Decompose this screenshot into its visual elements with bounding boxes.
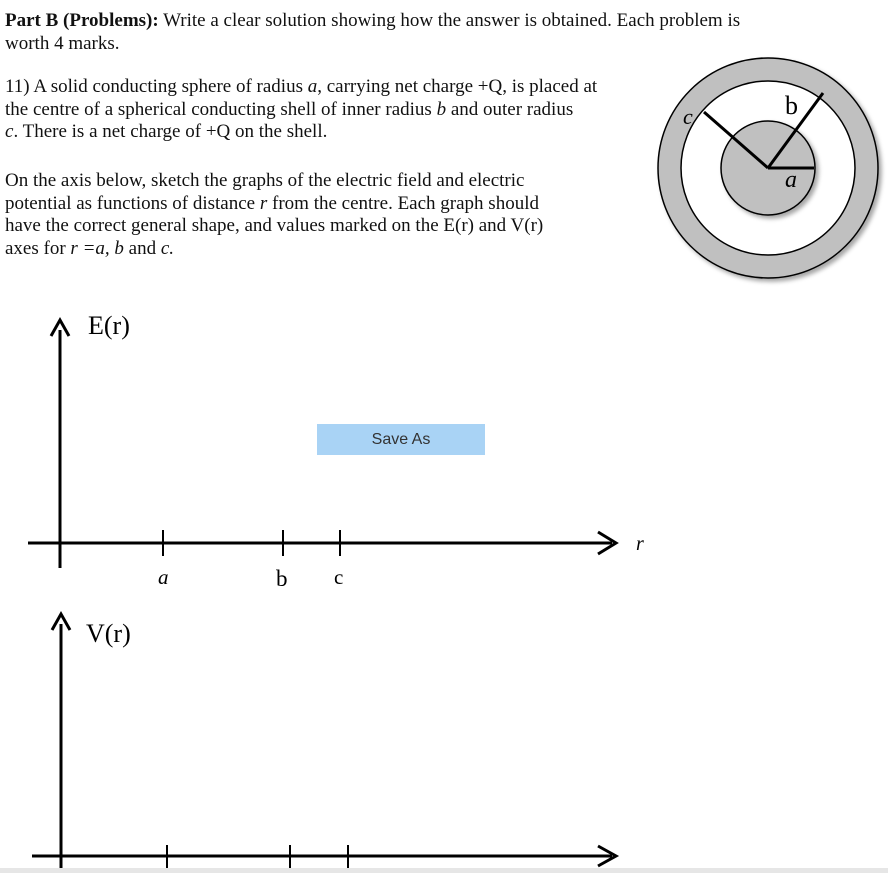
instr-text: from the centre. Each graph should <box>267 192 539 214</box>
var-c: c. <box>160 237 175 259</box>
bottom-scroll-edge <box>0 868 888 873</box>
tick-label-a: a <box>158 565 169 589</box>
problem-text: , carrying net charge +Q, is placed at <box>317 76 598 97</box>
var-list: r =a, b <box>70 237 124 259</box>
var-c: c <box>5 121 14 142</box>
label-a: a <box>785 167 797 193</box>
var-b: b <box>436 98 447 120</box>
instr-text: On the axis below, sketch the graphs of the electric field and electric <box>5 170 525 191</box>
var-a: a <box>307 76 318 97</box>
problem-text: and outer radius <box>446 98 574 120</box>
instr-text: and <box>123 237 161 259</box>
instr-text: have the correct general shape, and values marked on the E(r) and V(r) <box>5 215 544 236</box>
part-title: Part B (Problems): <box>5 10 159 31</box>
sphere-shell-diagram <box>658 58 878 278</box>
problem-text: the centre of a spherical conducting shell of inner radius <box>5 98 437 120</box>
instr-text: axes for <box>5 237 71 259</box>
instr-text: potential as functions of distance <box>5 192 260 214</box>
tick-label-c: c <box>334 565 344 589</box>
r-axis-label: r <box>636 533 644 555</box>
problem-text: 11) A solid conducting sphere of radius <box>5 76 308 97</box>
var-r: r <box>259 192 268 214</box>
tick-label-b: b <box>276 566 288 591</box>
v-axis-label: V(r) <box>86 619 131 648</box>
label-c: c <box>683 104 693 129</box>
part-instruction-line2: worth 4 marks. <box>5 32 120 54</box>
label-b: b <box>785 91 798 120</box>
part-instruction: Write a clear solution showing how the answer is obtained. Each problem is <box>158 10 741 31</box>
e-axis-label: E(r) <box>88 311 130 340</box>
save-as-button[interactable]: Save As <box>317 424 485 455</box>
problem-text: . There is a net charge of +Q on the shell. <box>13 121 328 142</box>
v-graph-axes <box>32 614 616 868</box>
